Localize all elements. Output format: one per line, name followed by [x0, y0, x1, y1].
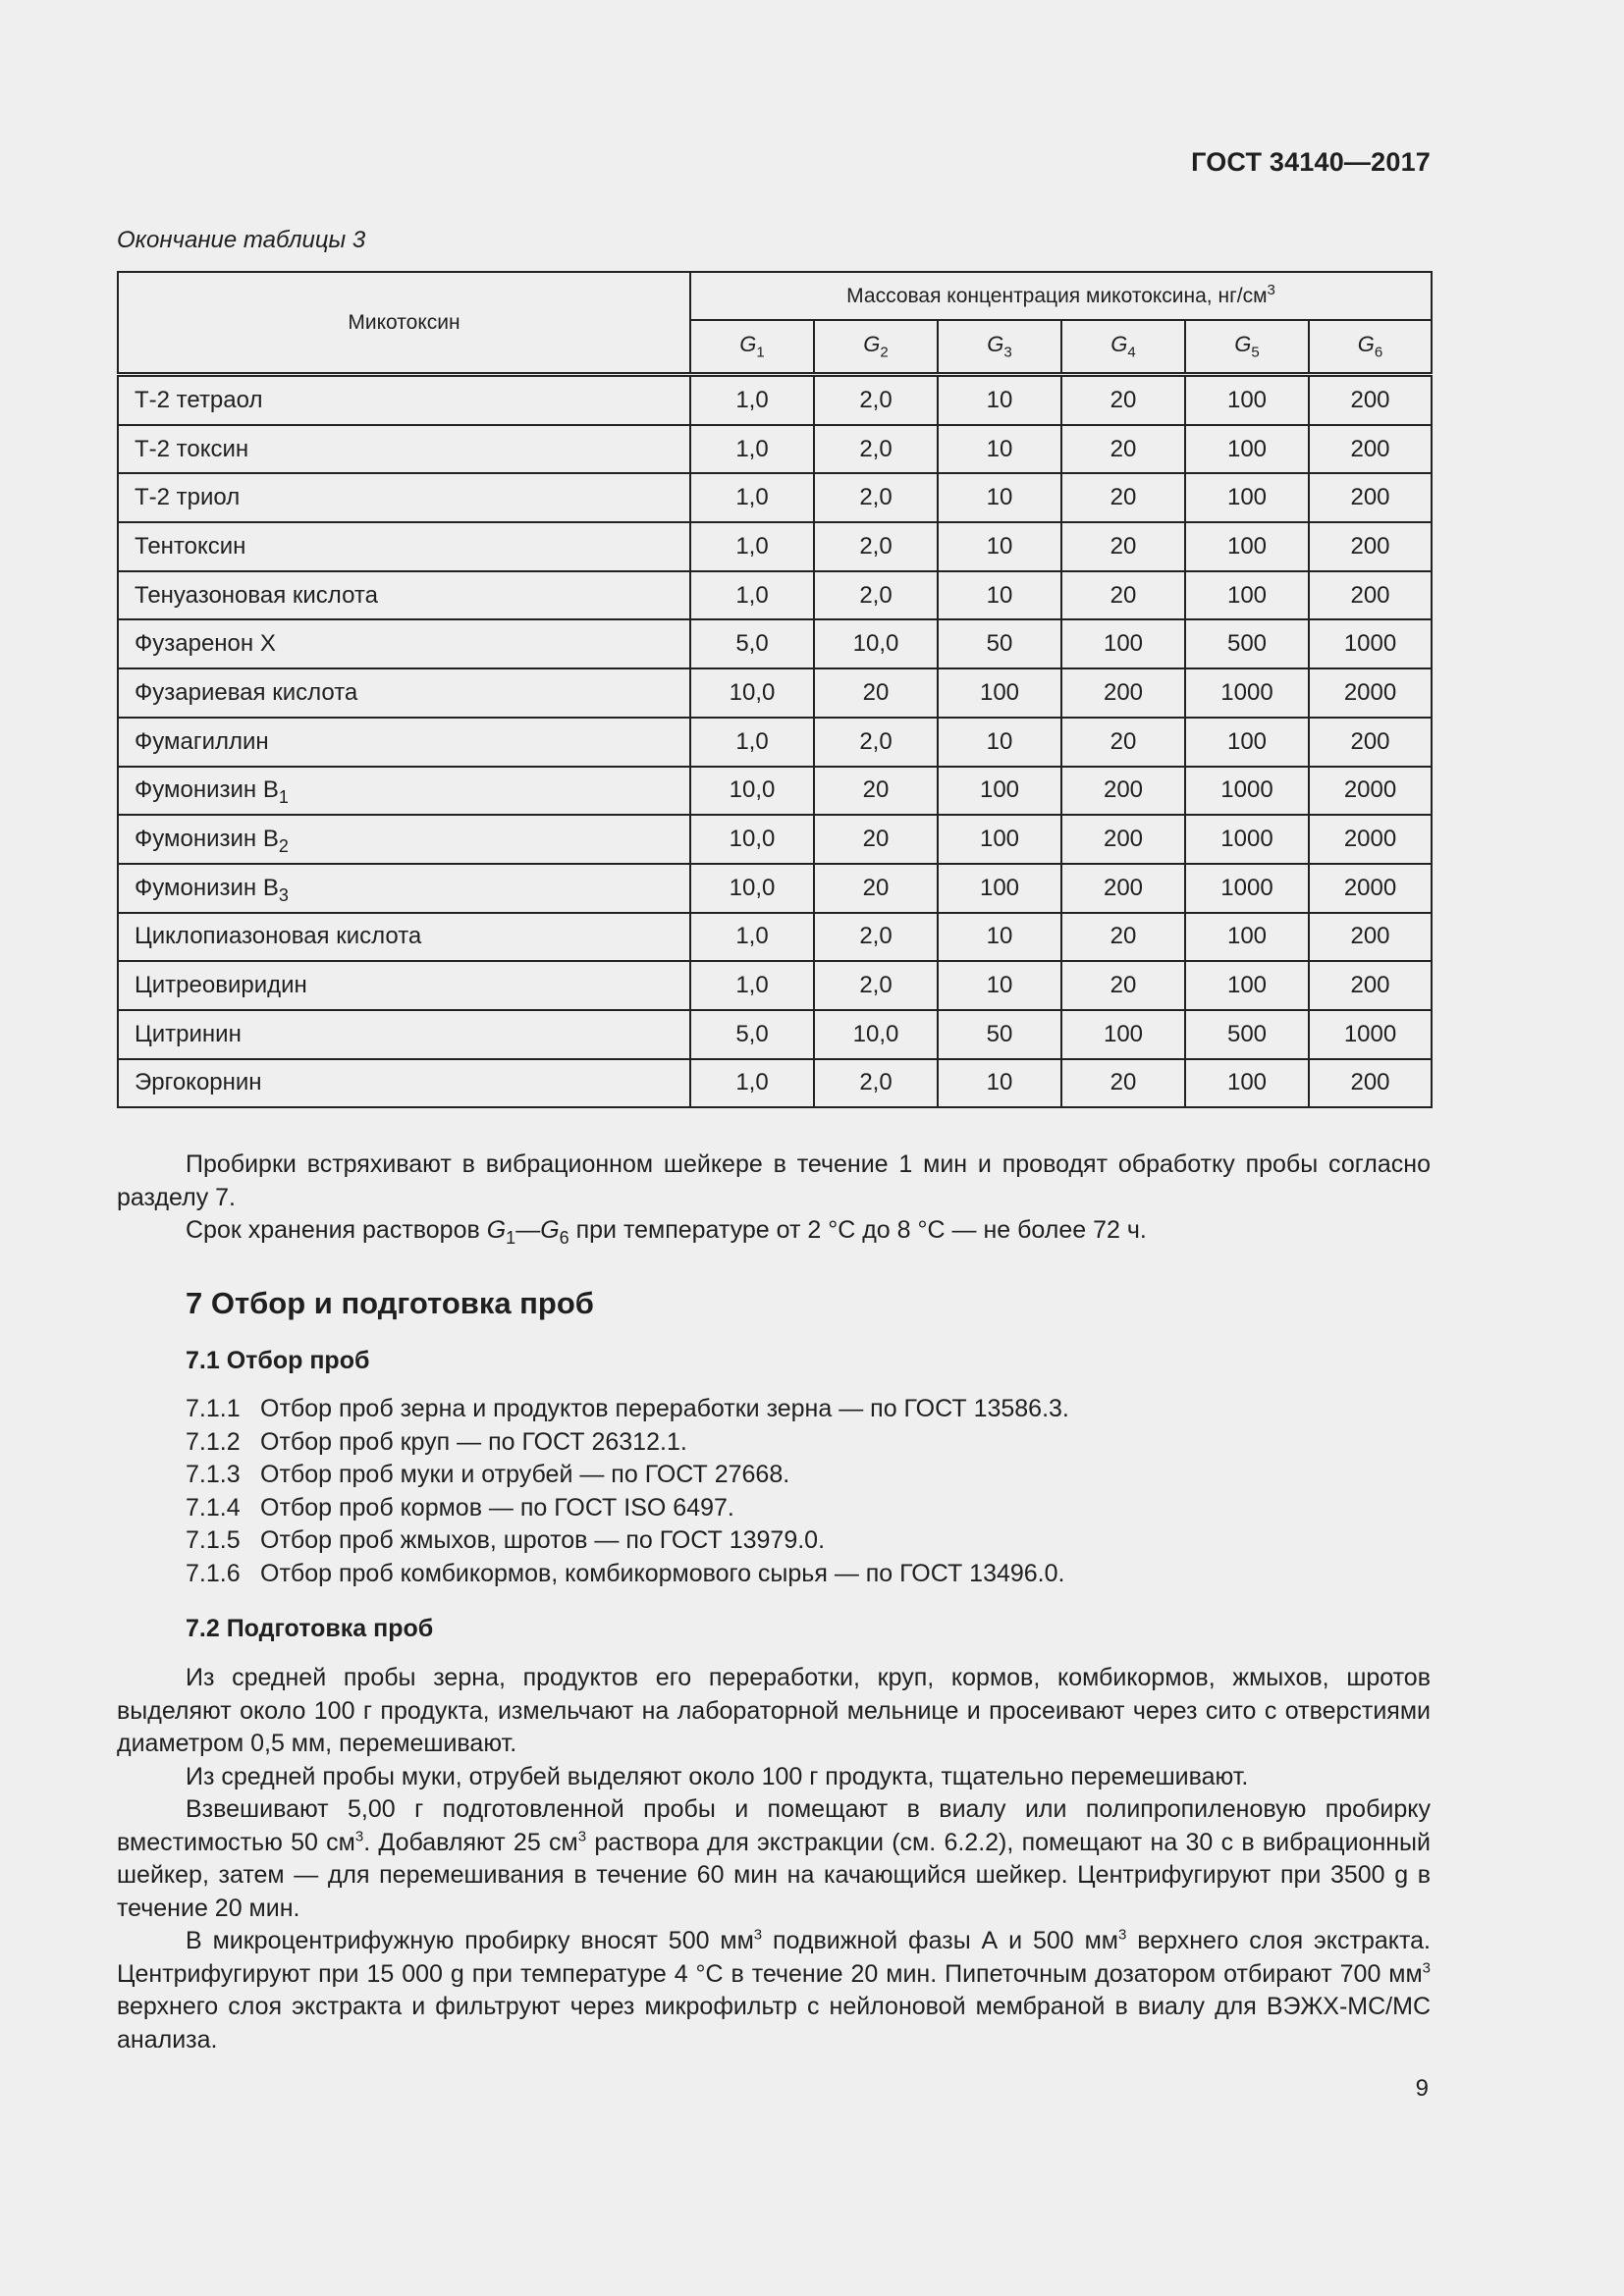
concentration-cell-g4: 20 — [1061, 913, 1185, 962]
mycotoxin-name-subscript: 3 — [278, 884, 289, 905]
column-header-g2 — [814, 320, 938, 375]
g-subscript: 4 — [1127, 344, 1136, 361]
storage-text-b: при температуре от 2 °С до 8 °С — не более 72 ч. — [568, 1216, 1147, 1244]
concentration-cell-g1: 1,0 — [690, 1059, 814, 1108]
mycotoxin-name-cell — [118, 619, 690, 668]
concentration-cell-g2: 2,0 — [814, 425, 938, 474]
list-item-text: Отбор проб жмыхов, шротов — по ГОСТ 13979.0. — [260, 1526, 826, 1555]
g-letter: G — [1357, 332, 1375, 357]
concentration-cell-g4: 200 — [1061, 815, 1185, 864]
concentration-cell-g3: 50 — [938, 1010, 1061, 1059]
concentration-cell-g5: 1000 — [1185, 815, 1309, 864]
concentration-cell-g2: 2,0 — [814, 522, 938, 571]
list-item-text: Отбор проб комбикормов, комбикормового сырья — по ГОСТ 13496.0. — [260, 1559, 1065, 1587]
g-subscript: 5 — [1251, 344, 1260, 361]
concentration-cell-g5: 100 — [1185, 913, 1309, 962]
mycotoxin-name: Фумонизин В — [135, 826, 279, 853]
concentration-cell-g4: 20 — [1061, 961, 1185, 1010]
preparation-paragraph-4 — [117, 1925, 1431, 2056]
concentration-cell-g2: 20 — [814, 815, 938, 864]
concentration-cell-g5: 100 — [1185, 718, 1309, 767]
mycotoxin-name-cell — [118, 375, 690, 425]
concentration-cell-g3: 100 — [938, 767, 1061, 816]
p3-text-b: . Добавляют 25 см — [363, 1828, 578, 1856]
concentration-cell-g6: 200 — [1309, 718, 1432, 767]
concentration-cell-g3: 100 — [938, 668, 1061, 718]
concentration-cell-g4: 200 — [1061, 767, 1185, 816]
mycotoxin-name: Т-2 тетраол — [135, 386, 263, 413]
paragraph-shaking: Пробирки встряхивают в вибрационном шейкере в течение 1 мин и проводят обработку пробы согласно разделу 7. — [117, 1150, 1431, 1211]
list-item — [186, 1459, 1069, 1492]
p3-sup-2: 3 — [577, 1828, 587, 1845]
concentration-cell-g2: 2,0 — [814, 1059, 938, 1108]
concentration-cell-g5: 1000 — [1185, 668, 1309, 718]
concentration-cell-g6: 200 — [1309, 1059, 1432, 1108]
table-row — [118, 619, 1432, 668]
column-header-g4 — [1061, 320, 1185, 375]
table-row — [118, 375, 1432, 425]
concentration-cell-g5: 1000 — [1185, 767, 1309, 816]
concentration-cell-g6: 200 — [1309, 473, 1432, 522]
mycotoxin-name: Эргокорнин — [135, 1069, 262, 1096]
document-code: ГОСТ 34140—2017 — [1191, 147, 1431, 177]
mycotoxin-name: Фузариевая кислота — [135, 678, 358, 706]
list-item-number: 7.1.5 — [186, 1526, 241, 1555]
p4-sup-3: 3 — [1422, 1959, 1431, 1977]
concentration-cell-g2: 2,0 — [814, 961, 938, 1010]
sampling-list — [186, 1393, 1069, 1591]
mycotoxin-name: Фумонизин В — [135, 776, 279, 804]
g-subscript: 3 — [1003, 344, 1012, 361]
section-7-title: 7 Отбор и подготовка проб — [186, 1286, 594, 1320]
concentration-cell-g6: 2000 — [1309, 668, 1432, 718]
concentration-cell-g1: 10,0 — [690, 668, 814, 718]
list-item — [186, 1558, 1069, 1591]
mycotoxin-name: Т-2 триол — [135, 484, 241, 511]
mycotoxin-name-subscript: 1 — [278, 787, 289, 808]
table-row — [118, 815, 1432, 864]
concentration-cell-g3: 100 — [938, 864, 1061, 913]
mycotoxin-name-cell — [118, 473, 690, 522]
list-item — [186, 1393, 1069, 1426]
list-item-number: 7.1.1 — [186, 1395, 241, 1422]
concentration-cell-g5: 500 — [1185, 619, 1309, 668]
concentration-cell-g2: 2,0 — [814, 375, 938, 425]
concentration-cell-g6: 200 — [1309, 375, 1432, 425]
concentration-cell-g4: 20 — [1061, 1059, 1185, 1108]
table-row — [118, 1010, 1432, 1059]
concentration-cell-g1: 1,0 — [690, 375, 814, 425]
mycotoxin-name-cell — [118, 913, 690, 962]
g-letter: G — [1110, 332, 1128, 357]
mycotoxin-name-cell — [118, 864, 690, 913]
concentration-cell-g3: 50 — [938, 619, 1061, 668]
concentration-cell-g4: 20 — [1061, 718, 1185, 767]
list-item — [186, 1524, 1069, 1558]
concentration-cell-g3: 100 — [938, 815, 1061, 864]
mycotoxin-name: Фумонизин В — [135, 874, 279, 901]
concentration-cell-g6: 1000 — [1309, 619, 1432, 668]
concentration-cell-g2: 20 — [814, 864, 938, 913]
list-item-text: Отбор проб кормов — по ГОСТ ISO 6497. — [260, 1493, 734, 1522]
column-header-concentration — [690, 272, 1432, 320]
concentration-cell-g4: 20 — [1061, 425, 1185, 474]
concentration-cell-g1: 5,0 — [690, 1010, 814, 1059]
list-item-text: Отбор проб зерна и продуктов переработки зерна — по ГОСТ 13586.3. — [260, 1395, 1069, 1422]
mycotoxin-name: Циклопиазоновая кислота — [135, 923, 422, 950]
concentration-cell-g6: 2000 — [1309, 815, 1432, 864]
concentration-header-text: Массовая концентрация микотоксина, нг/см — [846, 284, 1268, 307]
concentration-cell-g3: 10 — [938, 571, 1061, 620]
mycotoxin-name-cell — [118, 718, 690, 767]
concentration-cell-g4: 20 — [1061, 473, 1185, 522]
preparation-paragraph-1: Из средней пробы зерна, продуктов его переработки, круп, кормов, комбикормов, жмыхов, шротов выделяют около 100 г продукта, измельчают на лабораторной мельнице и просеивают через сито с отверстиями диаметром 0,5 мм, перемешивают. — [117, 1664, 1431, 1757]
p4-text-a: В микроцентрифужную пробирку вносят 500 мм — [186, 1927, 754, 1954]
concentration-cell-g4: 20 — [1061, 522, 1185, 571]
concentration-cell-g5: 100 — [1185, 571, 1309, 620]
concentration-cell-g5: 1000 — [1185, 864, 1309, 913]
concentration-cell-g3: 10 — [938, 425, 1061, 474]
mycotoxin-name: Тенуазоновая кислота — [135, 581, 378, 609]
concentration-cell-g5: 100 — [1185, 425, 1309, 474]
g-subscript: 2 — [880, 344, 889, 361]
p4-text-d: верхнего слоя экстракта и фильтруют через микрофильтр с нейлоновой мембраной в виалу для ВЭЖХ-МС/МС анализа. — [117, 1993, 1431, 2054]
concentration-cell-g5: 100 — [1185, 473, 1309, 522]
concentration-cell-g2: 2,0 — [814, 473, 938, 522]
concentration-cell-g5: 500 — [1185, 1010, 1309, 1059]
concentration-cell-g1: 1,0 — [690, 961, 814, 1010]
list-item-text: Отбор проб круп — по ГОСТ 26312.1. — [260, 1427, 687, 1456]
concentration-cell-g2: 10,0 — [814, 1010, 938, 1059]
storage-g1-sub: 1 — [506, 1228, 516, 1248]
list-item-number: 7.1.3 — [186, 1461, 241, 1489]
section-7-1-title: 7.1 Отбор проб — [186, 1347, 370, 1374]
table-row — [118, 864, 1432, 913]
mycotoxin-name: Фузаренон Х — [135, 630, 276, 658]
concentration-cell-g3: 10 — [938, 522, 1061, 571]
concentration-cell-g4: 100 — [1061, 619, 1185, 668]
concentration-cell-g6: 2000 — [1309, 864, 1432, 913]
mycotoxin-name-cell — [118, 571, 690, 620]
p3-text-a: Взвешивают 5,00 г подготовленной пробы и помещают в виалу или полипропиленовую пробирку вместимостью 50 см — [117, 1795, 1431, 1856]
g-letter: G — [863, 332, 881, 357]
p3-text-c: раствора для экстракции (см. 6.2.2), помещают на 30 с в вибрационный шейкер, затем — для перемешивания в течение 60 мин на качающийся шейкер. Центрифугируют при 3500 g в течение 20 мин. — [117, 1828, 1431, 1922]
storage-g1-letter: G — [486, 1216, 507, 1244]
column-header-g5 — [1185, 320, 1309, 375]
p3-sup-1: 3 — [354, 1828, 364, 1845]
p4-text-c: верхнего слоя экстракта. Центрифугируют при 15 000 g при температуре 4 °С в течение 20 мин. Пипеточным дозатором отбирают 700 мм — [117, 1927, 1431, 1988]
concentration-cell-g2: 20 — [814, 668, 938, 718]
concentration-cell-g6: 1000 — [1309, 1010, 1432, 1059]
mycotoxin-name: Тентоксин — [135, 532, 246, 560]
concentration-cell-g6: 200 — [1309, 913, 1432, 962]
paragraph-storage — [117, 1214, 1431, 1248]
mycotoxin-name-cell — [118, 1059, 690, 1108]
concentration-cell-g5: 100 — [1185, 375, 1309, 425]
table-row — [118, 718, 1432, 767]
g-subscript: 1 — [756, 344, 765, 361]
storage-g6-letter: G — [540, 1216, 560, 1244]
table-row — [118, 961, 1432, 1010]
concentration-cell-g2: 2,0 — [814, 913, 938, 962]
list-item-text: Отбор проб муки и отрубей — по ГОСТ 27668. — [260, 1461, 790, 1489]
concentration-cell-g1: 1,0 — [690, 425, 814, 474]
concentration-cell-g3: 10 — [938, 718, 1061, 767]
concentration-cell-g1: 10,0 — [690, 864, 814, 913]
concentration-cell-g2: 20 — [814, 767, 938, 816]
concentration-cell-g4: 20 — [1061, 375, 1185, 425]
list-item-number: 7.1.2 — [186, 1427, 241, 1456]
concentration-cell-g6: 200 — [1309, 522, 1432, 571]
list-item-number: 7.1.6 — [186, 1559, 241, 1587]
table-row — [118, 668, 1432, 718]
table-row — [118, 425, 1432, 474]
table-row — [118, 913, 1432, 962]
table-row — [118, 522, 1432, 571]
concentration-cell-g6: 200 — [1309, 425, 1432, 474]
concentration-cell-g1: 1,0 — [690, 522, 814, 571]
g-letter: G — [987, 332, 1004, 357]
mycotoxin-name-subscript: 2 — [278, 835, 289, 856]
concentration-cell-g3: 10 — [938, 913, 1061, 962]
table-row — [118, 1059, 1432, 1108]
concentration-cell-g2: 2,0 — [814, 571, 938, 620]
concentration-cell-g3: 10 — [938, 473, 1061, 522]
concentration-cell-g3: 10 — [938, 375, 1061, 425]
table-row — [118, 571, 1432, 620]
list-item-number: 7.1.4 — [186, 1493, 241, 1522]
list-item — [186, 1426, 1069, 1460]
concentration-header-sup: 3 — [1267, 281, 1275, 298]
concentration-cell-g4: 100 — [1061, 1010, 1185, 1059]
concentration-cell-g4: 20 — [1061, 571, 1185, 620]
concentration-cell-g1: 1,0 — [690, 718, 814, 767]
mycotoxin-name-cell — [118, 425, 690, 474]
table-row — [118, 473, 1432, 522]
page-number: 9 — [1415, 2075, 1429, 2102]
storage-text-a: Срок хранения растворов — [186, 1216, 487, 1244]
concentration-cell-g6: 200 — [1309, 961, 1432, 1010]
mycotoxin-name: Фумагиллин — [135, 727, 269, 755]
p4-text-b: подвижной фазы А и 500 мм — [762, 1927, 1118, 1954]
mycotoxin-name-cell — [118, 668, 690, 718]
concentration-cell-g2: 10,0 — [814, 619, 938, 668]
list-item — [186, 1492, 1069, 1525]
mycotoxin-name-cell — [118, 522, 690, 571]
concentration-cell-g1: 10,0 — [690, 815, 814, 864]
concentration-cell-g3: 10 — [938, 961, 1061, 1010]
preparation-text — [117, 1662, 1431, 2056]
table-row — [118, 767, 1432, 816]
after-table-text — [117, 1148, 1431, 1248]
concentration-cell-g1: 1,0 — [690, 571, 814, 620]
concentration-cell-g2: 2,0 — [814, 718, 938, 767]
concentration-cell-g3: 10 — [938, 1059, 1061, 1108]
column-header-g1 — [690, 320, 814, 375]
preparation-paragraph-2: Из средней пробы муки, отрубей выделяют около 100 г продукта, тщательно перемешивают. — [186, 1762, 1249, 1790]
concentration-cell-g6: 2000 — [1309, 767, 1432, 816]
mycotoxin-name-cell — [118, 961, 690, 1010]
concentration-cell-g5: 100 — [1185, 961, 1309, 1010]
section-7-2-title: 7.2 Подготовка проб — [186, 1615, 434, 1642]
mycotoxin-name: Цитринин — [135, 1020, 242, 1047]
concentration-cell-g4: 200 — [1061, 864, 1185, 913]
p4-sup-1: 3 — [753, 1926, 763, 1944]
concentration-cell-g5: 100 — [1185, 1059, 1309, 1108]
concentration-cell-g1: 5,0 — [690, 619, 814, 668]
g-letter: G — [1234, 332, 1252, 357]
column-header-mycotoxin: Микотоксин — [118, 272, 690, 375]
mycotoxin-name: Цитреовиридин — [135, 972, 307, 999]
storage-g6-sub: 6 — [559, 1228, 569, 1248]
mycotoxin-name-cell — [118, 767, 690, 816]
mycotoxin-name-cell — [118, 815, 690, 864]
preparation-paragraph-3 — [117, 1793, 1431, 1925]
column-header-g3 — [938, 320, 1061, 375]
g-subscript: 6 — [1374, 344, 1383, 361]
concentration-cell-g1: 10,0 — [690, 767, 814, 816]
concentration-cell-g1: 1,0 — [690, 913, 814, 962]
mycotoxin-concentration-table — [117, 271, 1433, 1108]
mycotoxin-name: Т-2 токсин — [135, 435, 249, 462]
concentration-cell-g6: 200 — [1309, 571, 1432, 620]
g-letter: G — [739, 332, 757, 357]
concentration-cell-g4: 200 — [1061, 668, 1185, 718]
column-header-g6 — [1309, 320, 1432, 375]
concentration-cell-g1: 1,0 — [690, 473, 814, 522]
p4-sup-2: 3 — [1117, 1926, 1127, 1944]
table-caption: Окончание таблицы 3 — [117, 227, 366, 253]
mycotoxin-name-cell — [118, 1010, 690, 1059]
concentration-cell-g5: 100 — [1185, 522, 1309, 571]
storage-dash: — — [515, 1216, 541, 1244]
